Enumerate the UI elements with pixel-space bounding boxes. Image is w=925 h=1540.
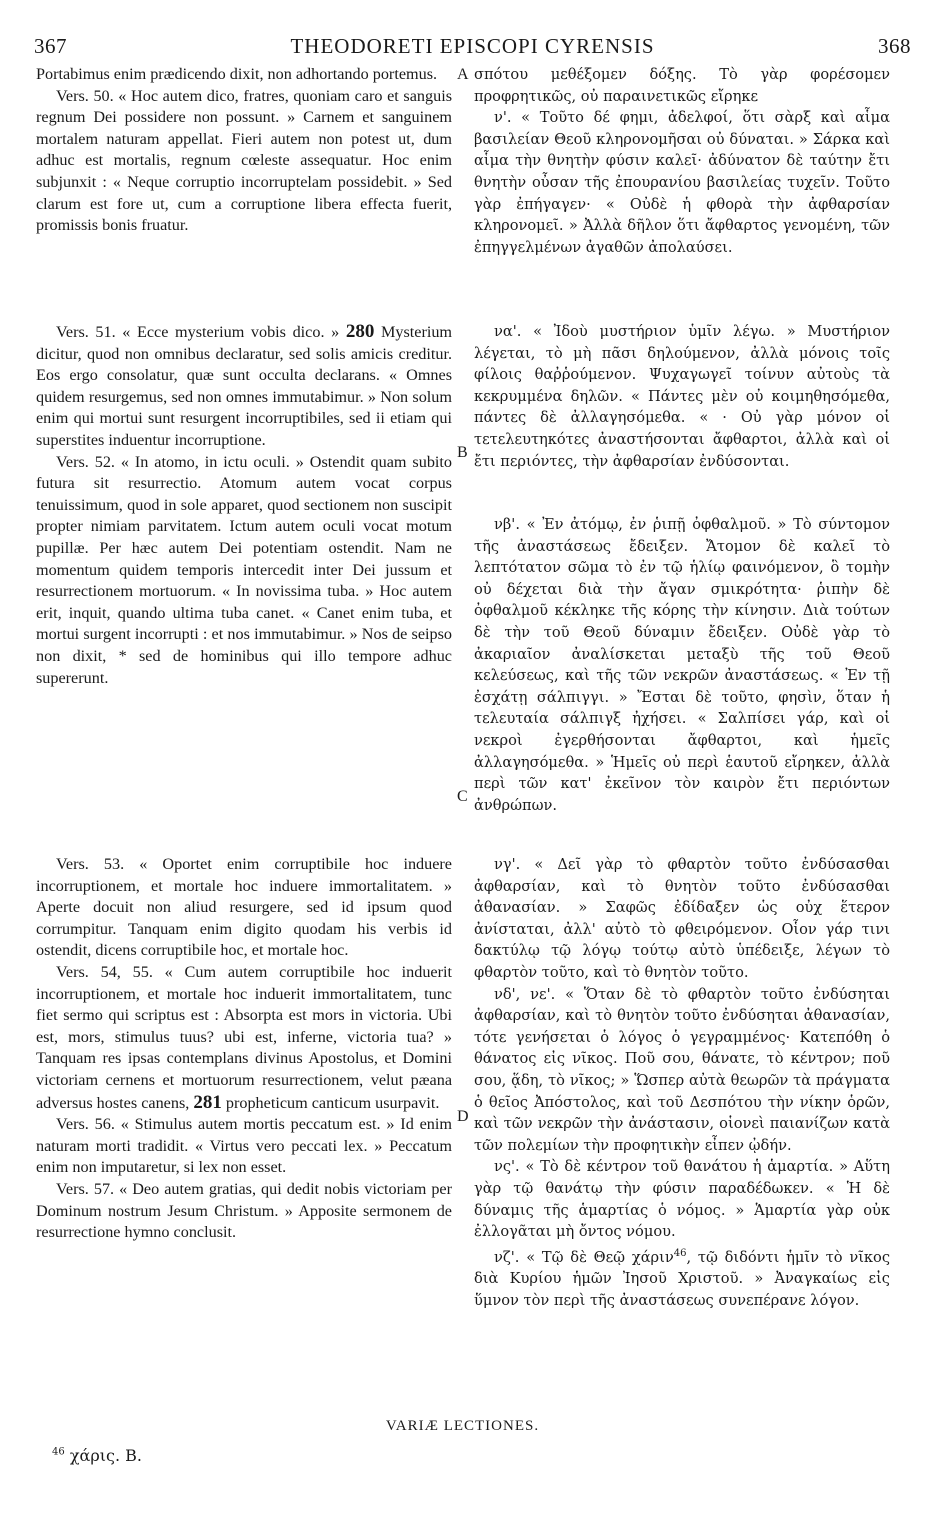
margin-marker-a: A	[457, 66, 469, 83]
greek-block-3	[474, 514, 890, 816]
margin-marker-b: B	[457, 444, 468, 461]
latin-paragraph: Vers. 53. « Oportet enim corruptibile hoc induere incorruptionem, et mortale hoc induere immortalitatem. » Aperte docuit non aliud resurgere, sed id ipsum quod corrumpitur. Tanquam enim digito quodam his verbis id ostendit, dicens corruptibile hoc, et mortale hoc.	[36, 855, 452, 960]
greek-paragraph: να'. « Ἰδοὺ μυστήριον ὑμῖν λέγω. » Μυστήριον λέγεται, τὸ μὴ πᾶσι δηλούμενον, ἀλλὰ μόνοις τοῖς φίλοις θαῤῥούμενον. Ψυχαγωγεῖ τοίνυν αὐτοὺς τὰ κεκρυμμένα δηλῶν. « Πάντες μὲν οὐ κοιμηθησόμεθα, πάντες δὲ ἀλλαγησόμεθα. « · Οὐ γὰρ μόνον οἱ τετελευτηκότες ἀναστήσονται ἄφθαρτοι, ἀλλὰ καὶ οἱ ἔτι περιόντες, τὴν ἀφθαρσίαν ἐνδύσονται.	[474, 323, 890, 470]
greek-paragraph: νς'. « Τὸ δὲ κέντρον τοῦ θανάτου ἡ ἁμαρτία. » Αὕτη γὰρ τῷ θανάτῳ τὴν φύσιν παραδέδωκεν. « Ἡ δὲ δύναμις τῆς ἁμαρτίας ὁ νόμος. » Ἁμαρτία γὰρ οὐκ ἐλλογᾶται μὴ ὄντος νόμου.	[474, 1158, 890, 1241]
greek-paragraph: νγ'. « Δεῖ γὰρ τὸ φθαρτὸν τοῦτο ἐνδύσασθαι ἀφθαρσίαν, καὶ τὸ θνητὸν τοῦτο ἐνδύσασθαι ἀθανασίαν. » Σαφῶς ἐδίδαξεν ὡς οὐχ ἕτερον ἀνίσταται, ἀλλ' αὐτὸ τὸ φθειρόμενον. Οἷον γάρ τινι δακτύλῳ τῷ λόγῳ τούτῳ αὐτὸ ὑπέδειξε, λέγων τὸ φθαρτὸν τοῦτο, καὶ τὸ θνητὸν τοῦτο.	[474, 856, 890, 981]
greek-paragraph: ν'. « Τοῦτο δέ φημι, ἀδελφοί, ὅτι σὰρξ καὶ αἷμα βασιλείαν Θεοῦ κληρονομῆσαι οὐ δύναται. » Σάρκα καὶ αἷμα τὴν θνητὴν φύσιν καλεῖ· ἀδύνατον δὲ ταύτην ἔτι θνητὴν οὖσαν τῆς ἐπουρανίου βασιλείας τυχεῖν. Τοῦτο γὰρ ἐπήγαγεν· « Οὐδὲ ἡ φθορὰ τὴν ἀφθαρσίαν κληρονομεῖ. » Ἀλλὰ δῆλον ὅτι ἄφθαρτος γενομένη, τῶν ἐπηγγελμένων ἀγαθῶν ἀπολαύσει.	[474, 109, 890, 256]
margin-marker-d: D	[457, 1108, 469, 1125]
column-number: 280	[345, 321, 375, 342]
footnote	[52, 1446, 142, 1465]
latin-paragraph	[36, 962, 452, 1114]
right-page-number: 368	[878, 34, 911, 58]
footnote-number: 46	[52, 1446, 65, 1458]
greek-paragraph: νβ'. « Ἐν ἀτόμῳ, ἐν ῥιπῇ ὀφθαλμοῦ. » Τὸ σύντομον τῆς ἀναστάσεως ἔδειξεν. Ἄτομον δὲ καλεῖ τὸ λεπτότατον σῶμα τὸ ἐν τῷ ἡλίῳ φαινόμενον, ὃ τομὴν οὐ δέχεται διὰ τὴν ἄγαν σμικρότητα· ῥιπὴν δὲ ὀφθαλμοῦ κέκληκε τῆς κόρης τὴν κίνησιν. Διὰ τούτων δὲ τὴν τοῦ Θεοῦ δύναμιν ἔδειξεν. Οὐδὲ γὰρ τὸ ἀκαριαῖον ἀναλίσκεται μεταξὺ τῆς τοῦ Θεοῦ κελεύσεως, καὶ τῆς τῶν νεκρῶν ἀναστάσεως. « Ἐν τῇ ἐσχάτῃ σάλπιγγι. » Ἔσται δὲ τοῦτο, φησὶν, ὅταν ἡ τελευταία σάλπιγξ ἠχήσει. « Σαλπίσει γάρ, καὶ οἱ νεκροὶ ἐγερθήσονται ἄφθαρτοι, καὶ ἡμεῖς ἀλλαγησόμεθα. » Ἡμεῖς οὐ περὶ ἑαυτοῦ εἴρηκεν, ἀλλὰ περὶ τῶν κατ' ἐκεῖνον τὸν καιρὸν ἔτι περιόντων ἀνθρώπων.	[474, 516, 890, 814]
latin-paragraph	[36, 321, 452, 452]
latin-text: propheticum canticum usurpavit.	[225, 1093, 440, 1112]
latin-paragraph: Vers. 57. « Deo autem gratias, qui dedit nobis victoriam per Dominum nostrum Jesum Christum. » Apposite sermonem de resurrectione hymno conclusit.	[36, 1179, 452, 1242]
greek-block-1	[474, 64, 890, 258]
greek-block-4	[474, 854, 890, 1311]
latin-paragraph: Vers. 56. « Stimulus autem mortis peccatum est. » Id enim naturam morti tradidit. « Virtus vero peccati lex. » Peccatum enim non imputaretur, si lex non esset.	[36, 1115, 452, 1177]
greek-block-2	[474, 321, 890, 472]
latin-paragraph: Vers. 50. « Hoc autem dico, fratres, quoniam caro et sanguis regnum Dei possidere non possunt. » Carnem et sanguinem mortalem naturam appellat. Fieri autem non potest ut, dum adhuc est mortalis, regnum cœleste assequatur. Hoc enim subjunxit : « Neque corruptio incorruptelam possidebit. » Sed clarum est fore ut, cum a corruptione libera effecta fuerit, promissis bonis fruatur.	[36, 86, 452, 235]
greek-text: , τῷ διδόντι ἡμῖν τὸ νῖκος διὰ Κυρίου ἡμῶν Ἰησοῦ Χριστοῦ. » Ἀναγκαίως εἰς ὕμνον τὸν περὶ τῆς ἀναστάσεως συνεπέρανε λόγον.	[474, 1248, 890, 1309]
latin-text: Mysterium dicitur, quod non omnibus declaratur, sed solis amicis creditur. Eos ergo consolatur, quæ sunt occulta declarans. « Omnes quidem resurgemus, sed non omnes immutabimur. » Non solum enim qui mortui sunt resurgent incorruptibiles, sed ii etiam qui superstites induentur incorruptione.	[36, 323, 453, 449]
latin-text: Vers. 54, 55. « Cum autem corruptibile hoc induerit incorruptionem, et mortale hoc induerit immortalitatem, tunc fiet sermo qui scriptus est : Absorpta est mors in victoria. Ubi est, mors, stimulus tuus? ubi est, inferne, victoria tua? » Tanquam res ipsas contemplans divinus Apostolus, et Domini victoriam cernens et mortuorum resurrectionem, velut pæana adversus hostes canens,	[36, 962, 452, 1112]
page-header	[34, 34, 911, 60]
latin-block-3	[36, 854, 452, 1244]
latin-paragraph: Vers. 52. « In atomo, in ictu oculi. » Ostendit quam subito futura sit resurrectio. Atomum autem vocat corpus tenuissimum, quod in sole apparet, quod sectionem non suscipit propter nimiam parvitatem. Ictum autem oculi vocat motum pupillæ. Per hæc autem Dei potentiam ostendit. Nam ne momentum quidem temporis intercedit inter Dei jussum et resurrectionem mortuorum. « In novissima tuba. » Hoc autem erit, inquit, quando ultima tuba canet. « Canet enim tuba, et mortui surgent incorrupti : et nos immutabimur. » Nos de seipso non dixit, * sed de hominibus qui illo tempore adhuc supererunt.	[36, 452, 452, 687]
latin-paragraph: Portabimus enim prædicendo dixit, non adhortando portemus.	[36, 65, 438, 83]
footnote-ref[interactable]: 46	[673, 1247, 687, 1259]
left-page-number: 367	[34, 34, 67, 58]
greek-paragraph: σπότου μεθέξομεν δόξης. Τὸ γὰρ φορέσομεν προφρητικῶς, οὐ παραινετικῶς εἴρηκε	[474, 66, 890, 105]
greek-text: νζ'. « Τῷ δὲ Θεῷ χάριν	[494, 1248, 674, 1266]
footnote-text: χάρις. B.	[69, 1446, 142, 1465]
variae-lectiones-heading: VARIÆ LECTIONES.	[385, 1418, 540, 1434]
greek-paragraph	[474, 1243, 890, 1312]
latin-block-2	[36, 321, 452, 689]
margin-marker-c: C	[457, 788, 468, 805]
latin-block-1	[36, 64, 452, 237]
greek-paragraph: νδ', νε'. « Ὅταν δὲ τὸ φθαρτὸν τοῦτο ἐνδύσηται ἀφθαρσίαν, καὶ τὸ θνητὸν τοῦτο ἐνδύσηται ἀθανασίαν, τότε γενήσεται ὁ λόγος ὁ γεγραμμένος· Κατεπόθη ὁ θάνατος εἰς νῖκος. Ποῦ σου, θάνατε, τὸ κέντρον; ποῦ σου, ᾅδη, τὸ νῖκος; » Ὥσπερ αὐτὰ θεωρῶν τὰ πράγματα ὁ θεῖος Ἀπόστολος, καὶ τοῦ Δεσπότου τὴν νίκην ὁρῶν, καὶ τῶν νεκρῶν τὴν ἀνάστασιν, οἱονεὶ παιανίζων κατὰ τῶν πολεμίων τὴν προφητικὴν εἶπεν ᾠδήν.	[474, 985, 890, 1154]
latin-verse: Vers. 51. « Ecce mysterium vobis dico. »	[56, 323, 340, 341]
running-title: THEODORETI EPISCOPI CYRENSIS	[290, 34, 655, 58]
column-number: 281	[193, 1091, 222, 1113]
